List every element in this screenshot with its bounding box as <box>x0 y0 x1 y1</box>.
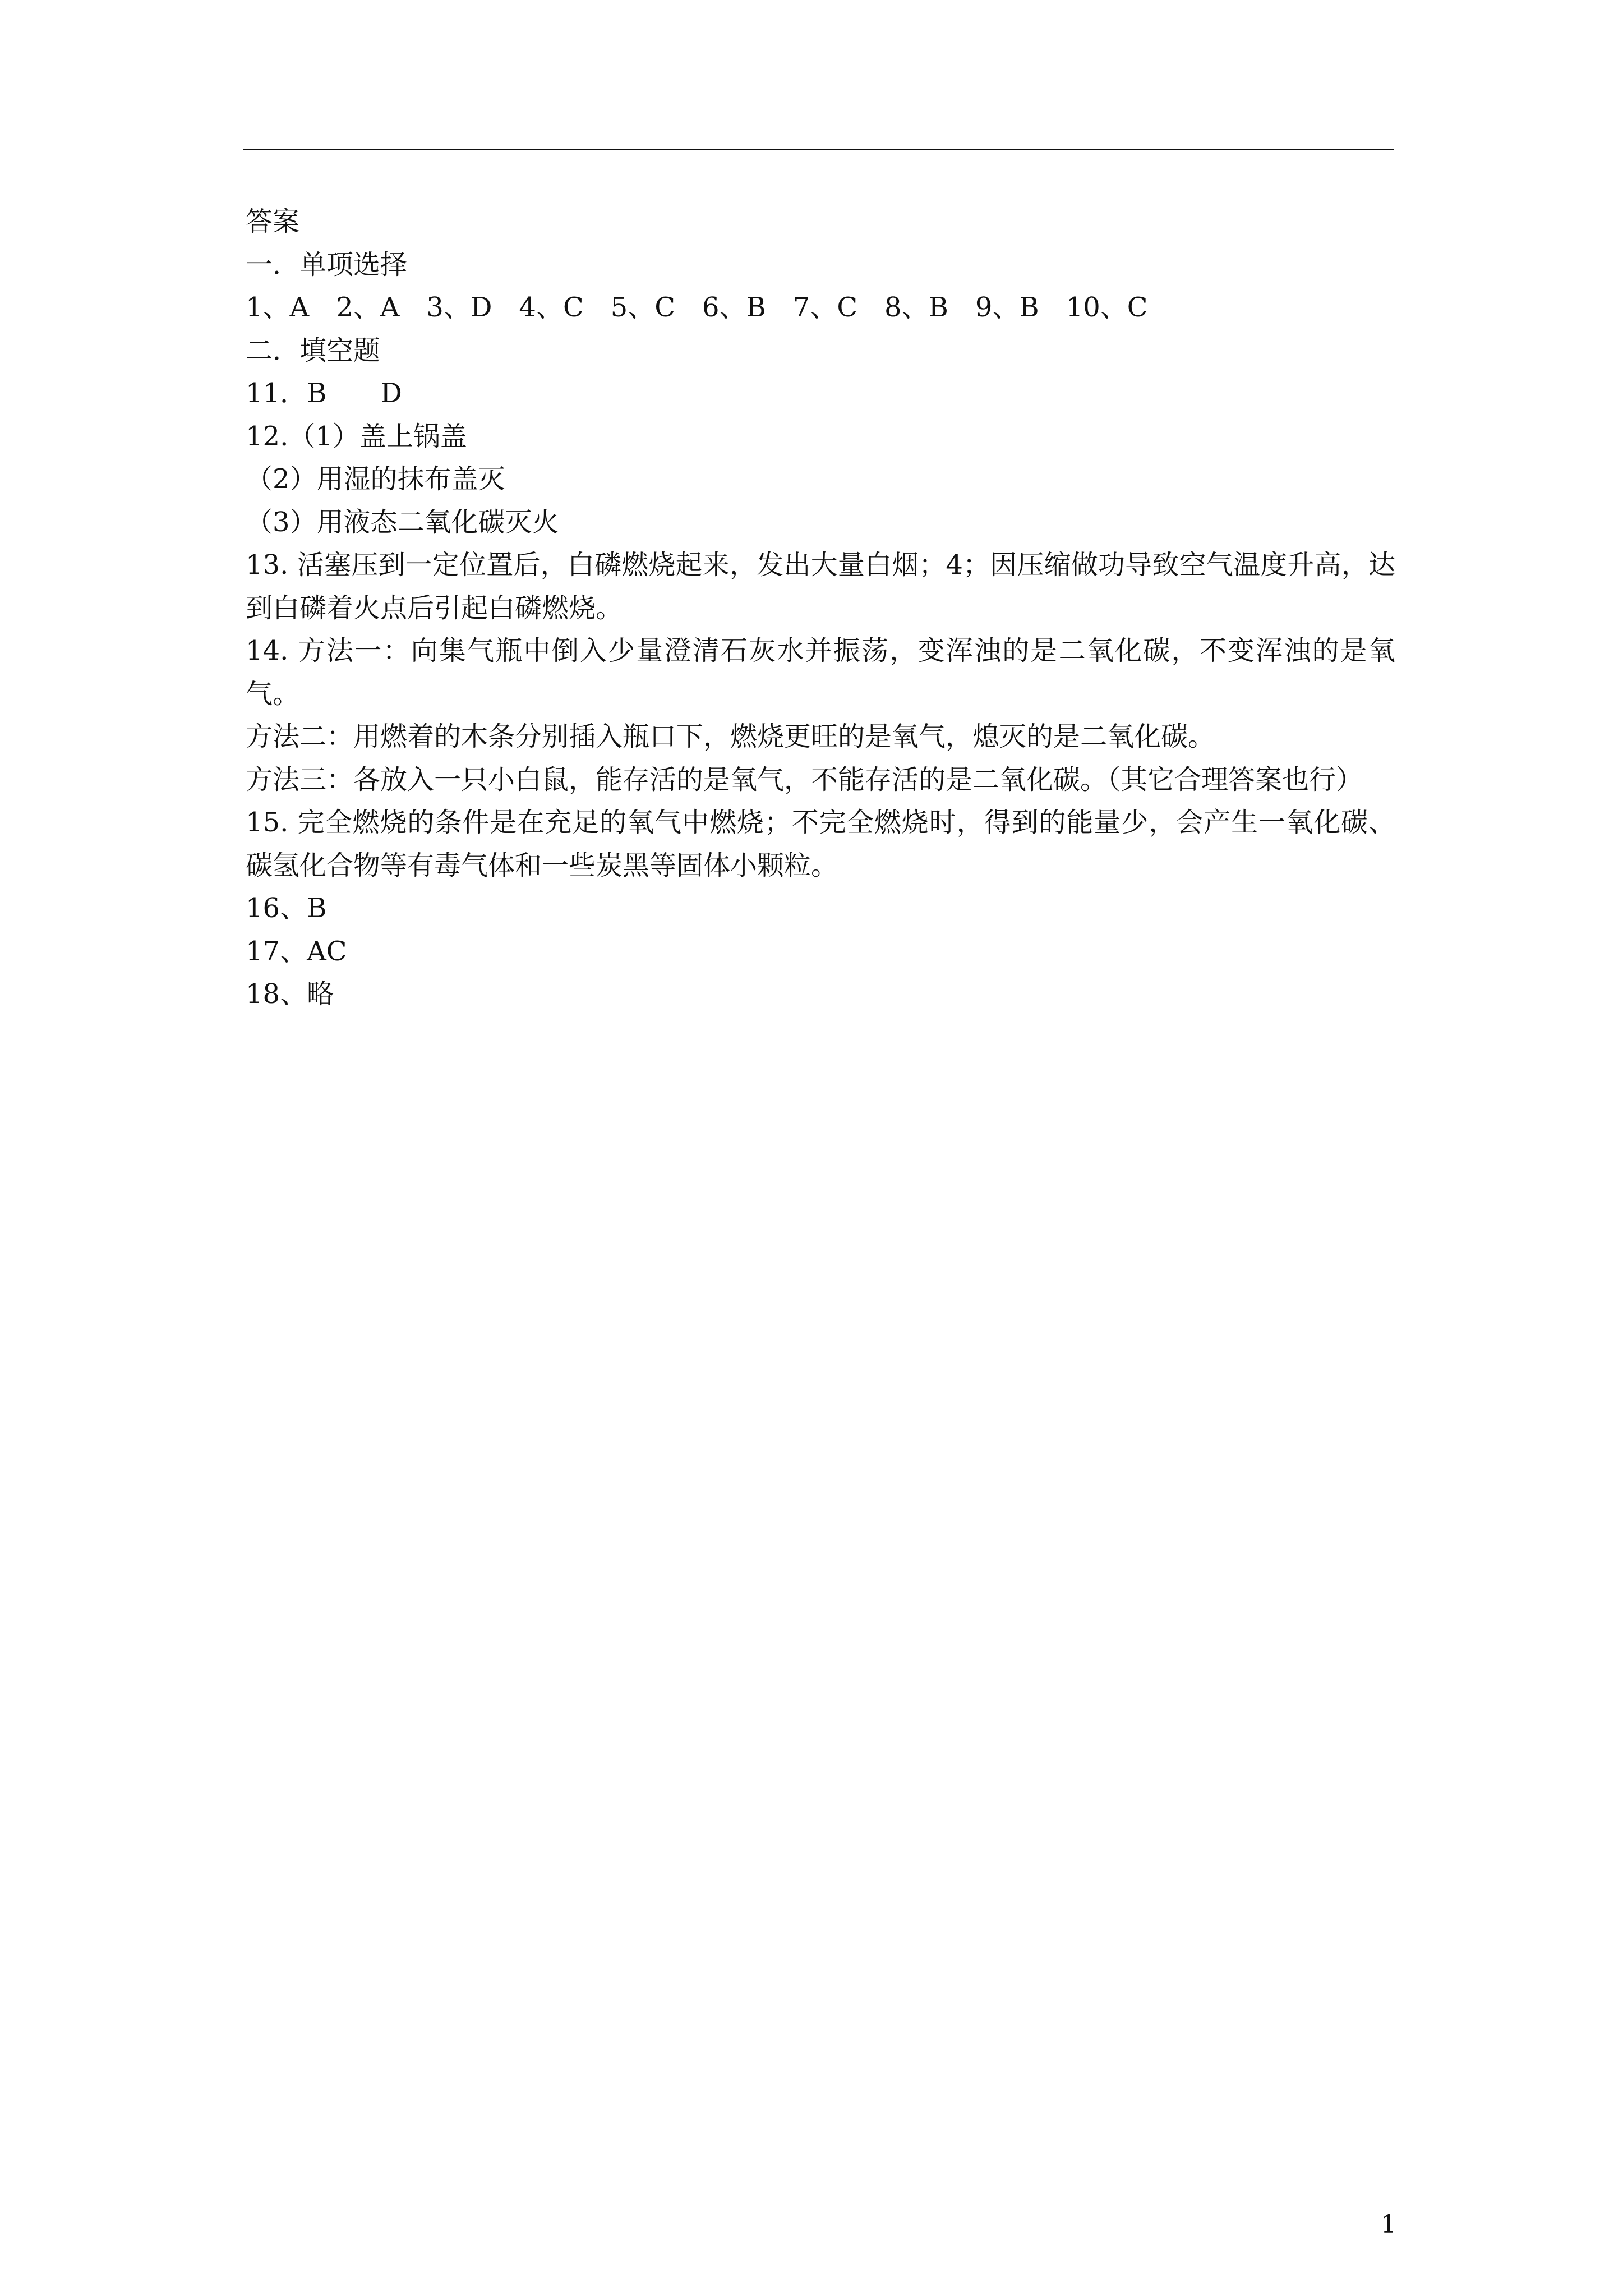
question-12-part-2: （2）用湿的抹布盖灭 <box>246 463 505 495</box>
section-two-title: 二．填空题 <box>246 334 381 366</box>
question-14-method-1: 14. 方法一：向集气瓶中倒入少量澄清石灰水并振荡，变浑浊的是二氧化碳，不变浑浊的是氧气。 <box>246 635 1395 710</box>
multiple-choice-answers: 1、A 2、A 3、D 4、C 5、C 6、B 7、C 8、B 9、B 10、C <box>246 292 1148 323</box>
question-14-method-3: 方法三：各放入一只小白鼠，能存活的是氧气，不能存活的是二氧化碳。（其它合理答案也行） <box>246 763 1363 795</box>
page-number: 1 <box>1381 2210 1396 2239</box>
question-15-answer: 15. 完全燃烧的条件是在充足的氧气中燃烧；不完全燃烧时，得到的能量少，会产生一氧化碳、碳氢化合物等有毒气体和一些炭黑等固体小颗粒。 <box>246 807 1395 881</box>
question-17-answer: 17、AC <box>246 935 347 967</box>
question-12-part-3: （3）用液态二氧化碳灭火 <box>246 506 559 538</box>
question-13-answer: 13. 活塞压到一定位置后，白磷燃烧起来，发出大量白烟；4；因压缩做功导致空气温度升高，达到白磷着火点后引起白磷燃烧。 <box>246 549 1395 624</box>
question-12-part-1: 12.（1）盖上锅盖 <box>246 420 467 452</box>
answer-heading: 答案 <box>246 206 300 237</box>
question-16-answer: 16、B <box>246 892 327 924</box>
header-rule <box>243 149 1394 150</box>
section-one-title: 一．单项选择 <box>246 249 408 280</box>
question-11-answer: 11．B D <box>246 378 402 409</box>
document-body <box>246 200 1395 1016</box>
question-14-method-2: 方法二：用燃着的木条分别插入瓶口下，燃烧更旺的是氧气，熄灭的是二氧化碳。 <box>246 721 1215 752</box>
question-18-answer: 18、略 <box>246 978 334 1010</box>
